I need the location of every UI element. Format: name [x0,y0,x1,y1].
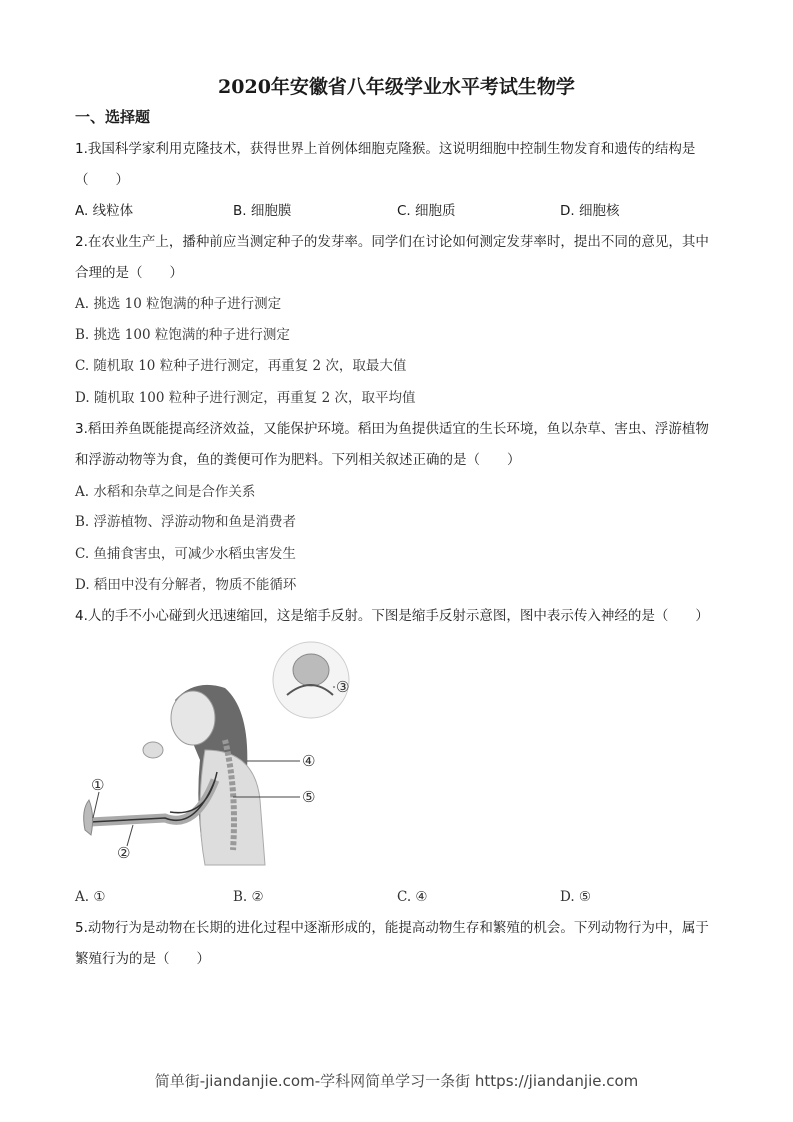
q1-stem-line2: （ ） [75,172,129,188]
q1-stem-line1: 1.我国科学家利用克隆技术，获得世界上首例体细胞克隆猴。这说明细胞中控制生物发育和遗传的结构是 [75,141,696,157]
q2-option-b: B. 挑选 100 粒饱满的种子进行测定 [75,327,290,343]
q1-option-d: D. 细胞核 [560,203,620,219]
document-title: 2020年安徽省八年级学业水平考试生物学 [218,76,575,98]
figure-label-5: ⑤ [302,788,316,806]
q3-option-d: D. 稻田中没有分解者，物质不能循环 [75,577,297,593]
q5-stem-line1: 5.动物行为是动物在长期的进化过程中逐渐形成的，能提高动物生存和繁殖的机会。下列动物行为中，属于 [75,920,709,936]
section-heading: 一、选择题 [75,108,151,126]
q4-option-a: A. ① [75,889,106,905]
q2-stem-line2: 合理的是（ ） [75,265,183,281]
q2-stem-line1: 2.在农业生产上，播种前应当测定种子的发芽率。同学们在讨论如何测定发芽率时，提出不同的意见，其中 [75,234,709,250]
q3-option-c: C. 鱼捕食害虫，可减少水稻虫害发生 [75,546,296,562]
page-footer: 简单街-jiandanjie.com-学科网简单学习一条街 https://jiandanjie.com [154,1072,639,1090]
q3-stem-line2: 和浮游动物等为食，鱼的粪便可作为肥料。下列相关叙述正确的是（ ） [75,452,521,468]
q5-stem-line2: 繁殖行为的是（ ） [75,951,210,967]
figure-label-2: ② [117,844,131,862]
q3-stem-line1: 3.稻田养鱼既能提高经济效益，又能保护环境。稻田为鱼提供适宜的生长环境，鱼以杂草、害虫、浮游植物 [75,421,709,437]
q3-option-a: A. 水稻和杂草之间是合作关系 [75,484,256,500]
q1-option-b: B. 细胞膜 [233,203,292,219]
q2-option-c: C. 随机取 10 粒种子进行测定，再重复 2 次，取最大值 [75,358,407,374]
figure-label-1: ① [91,776,105,794]
q4-stem: 4.人的手不小心碰到火迅速缩回，这是缩手反射。下图是缩手反射示意图，图中表示传入神经的是（ ） [75,608,709,624]
q4-option-c: C. ④ [397,889,428,905]
reflex-illustration [75,640,375,872]
figure-label-4: ④ [302,752,316,770]
q2-option-a: A. 挑选 10 粒饱满的种子进行测定 [75,296,282,312]
q2-option-d: D. 随机取 100 粒种子进行测定，再重复 2 次，取平均值 [75,390,416,406]
q4-option-b: B. ② [233,889,264,905]
reflex-arc-figure [75,640,375,872]
q4-option-d: D. ⑤ [560,889,592,905]
q1-option-a: A. 线粒体 [75,203,134,219]
figure-label-3: ③ [336,678,350,696]
q3-option-b: B. 浮游植物、浮游动物和鱼是消费者 [75,514,297,530]
q1-option-c: C. 细胞质 [397,203,456,219]
